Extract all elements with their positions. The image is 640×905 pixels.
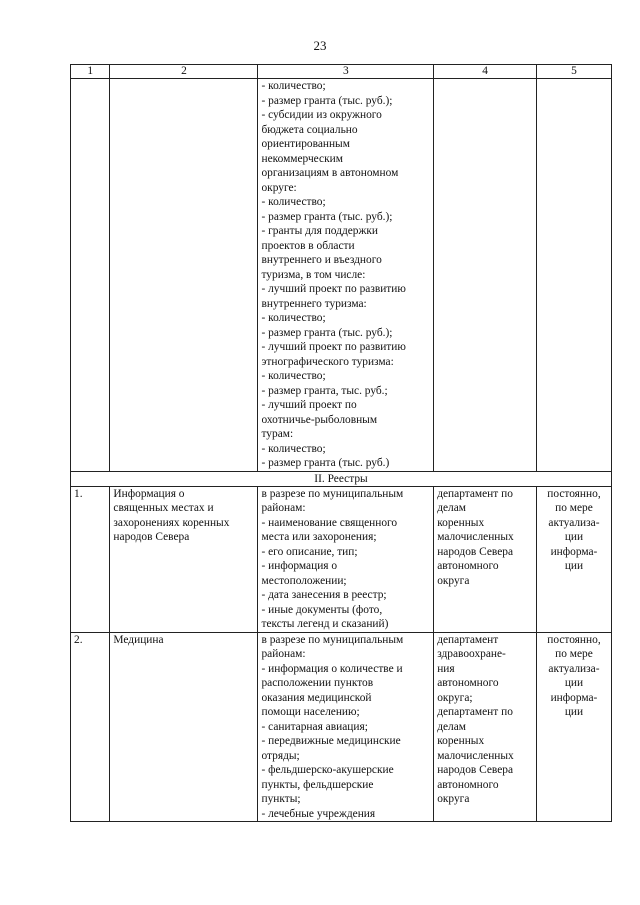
text-line: - количество; [261, 370, 326, 382]
text-line: - размер гранта (тыс. руб.); [261, 326, 393, 339]
header-col-1: 1 [71, 65, 110, 79]
text-line: отряды; [261, 749, 300, 762]
section-title: II. Реестры [71, 471, 612, 486]
text-line: расположении пунктов [261, 677, 374, 689]
text-line: - гранты для поддержки [261, 225, 378, 237]
text-line: организациям в автономном [261, 167, 399, 179]
text-line: проектов в области [261, 239, 355, 252]
text-line: коренных [437, 516, 485, 529]
text-line: автономного [437, 560, 499, 572]
text-line: этнографического туризма: [261, 355, 394, 368]
row-name-cell [110, 486, 258, 632]
text-line: народов Севера [437, 545, 514, 558]
table-cell [434, 79, 537, 472]
text-line: - фельдшерско-акушерские [261, 764, 394, 776]
table-header-row [71, 65, 612, 79]
text-line: Медицина [113, 633, 164, 646]
text-line: народов Севера [437, 764, 514, 776]
text-line: автономного [437, 778, 499, 791]
text-line: - лучший проект по [261, 399, 357, 411]
row-number: 2. [71, 632, 110, 822]
text-line: - его описание, тип; [261, 545, 358, 558]
text-line: информа- [550, 691, 598, 704]
text-line: - иные документы (фото, [261, 603, 383, 616]
text-line: - наименование священного [261, 516, 398, 529]
text-line: - информация о количестве и [261, 662, 403, 675]
header-col-2: 2 [110, 65, 258, 79]
text-line: помощи населению; [261, 706, 360, 718]
text-line: пункты; [261, 793, 301, 805]
text-line: охотничье-рыболовным [261, 413, 378, 426]
registry-table [70, 64, 612, 822]
text-line: коренных [437, 735, 485, 747]
header-col-5: 5 [536, 65, 611, 79]
text-line: внутреннего и въездного [261, 254, 382, 266]
text-line: некоммерческим [261, 152, 343, 165]
table-cell [536, 79, 611, 472]
text-line: внутреннего туризма: [261, 297, 367, 310]
text-line: места или захоронения; [261, 531, 377, 543]
text-line: районам: [261, 502, 306, 514]
row-responsible-cell [434, 486, 537, 632]
page-number: 23 [313, 38, 327, 53]
text-line: в разрезе по муниципальным [261, 487, 404, 500]
text-line: здравоохране- [437, 648, 506, 660]
text-line: оказания медицинской [261, 691, 372, 704]
text-line: ния [437, 662, 455, 675]
row-content-cell [258, 486, 434, 632]
text-line: турам: [261, 428, 294, 440]
text-line: округа; [437, 691, 473, 704]
text-line: - размер гранта (тыс. руб.); [261, 94, 393, 107]
text-line: - санитарная авиация; [261, 720, 368, 733]
text-line: - количество; [261, 442, 326, 455]
text-line: ции [564, 706, 584, 718]
row-responsible-cell [434, 632, 537, 822]
text-line: - размер гранта, тыс. руб.; [261, 384, 388, 397]
table-row-continuation [71, 79, 612, 472]
text-line: по мере [555, 648, 593, 660]
text-line: - размер гранта (тыс. руб.) [261, 457, 390, 469]
text-line: - количество; [261, 196, 326, 208]
text-line: народов Севера [113, 531, 190, 543]
text-line: делам [437, 502, 467, 514]
row-frequency-cell [536, 486, 611, 632]
text-line: округе: [261, 181, 297, 194]
text-line: тексты легенд и сказаний) [261, 618, 389, 630]
text-line: в разрезе по муниципальным [261, 633, 404, 646]
table-cell [71, 79, 110, 472]
text-line: - лучший проект по развитию [261, 283, 406, 295]
text-line: захоронениях коренных [113, 516, 230, 529]
text-line: ции [564, 560, 584, 572]
text-line: постоянно, [547, 487, 601, 500]
header-col-4: 4 [434, 65, 537, 79]
continuation-content-cell [258, 79, 434, 472]
section-header-row [71, 471, 612, 486]
text-line: по мере [555, 502, 593, 514]
text-line: туризма, в том числе: [261, 268, 366, 281]
text-line: - количество; [261, 312, 326, 324]
text-line: ции [564, 677, 584, 689]
row-number: 1. [71, 486, 110, 632]
text-line: актуализа- [548, 662, 600, 675]
header-col-3: 3 [258, 65, 434, 79]
row-frequency-cell [536, 632, 611, 822]
text-line: информа- [550, 545, 598, 558]
text-line: - дата занесения в реестр; [261, 589, 387, 601]
row-content-cell [258, 632, 434, 822]
text-line: департамент по [437, 487, 513, 500]
text-line: священных местах и [113, 502, 214, 514]
text-line: местоположении; [261, 574, 347, 587]
text-line: - информация о [261, 560, 338, 572]
text-line: - размер гранта (тыс. руб.); [261, 210, 393, 223]
text-line: - субсидии из окружного [261, 109, 382, 121]
text-line: округа [437, 574, 470, 587]
text-line: департамент [437, 633, 499, 646]
table-row [71, 486, 612, 632]
table-cell [110, 79, 258, 472]
row-name-cell [110, 632, 258, 822]
text-line: актуализа- [548, 516, 600, 529]
text-line: ориентированным [261, 138, 350, 150]
text-line: - количество; [261, 80, 326, 92]
text-line: делам [437, 720, 467, 733]
text-line: малочисленных [437, 531, 514, 543]
text-line: - лечебные учреждения [261, 807, 376, 820]
text-line: постоянно, [547, 633, 601, 646]
text-line: пункты, фельдшерские [261, 778, 374, 791]
text-line: - лучший проект по развитию [261, 341, 406, 353]
text-line: округа [437, 793, 470, 805]
text-line: - передвижные медицинские [261, 735, 401, 747]
table-row [71, 632, 612, 822]
text-line: автономного [437, 677, 499, 689]
text-line: Информация о [113, 487, 185, 500]
text-line: департамент по [437, 706, 513, 718]
text-line: ции [564, 531, 584, 543]
text-line: бюджета социально [261, 123, 358, 136]
text-line: районам: [261, 648, 306, 660]
text-line: малочисленных [437, 749, 514, 762]
